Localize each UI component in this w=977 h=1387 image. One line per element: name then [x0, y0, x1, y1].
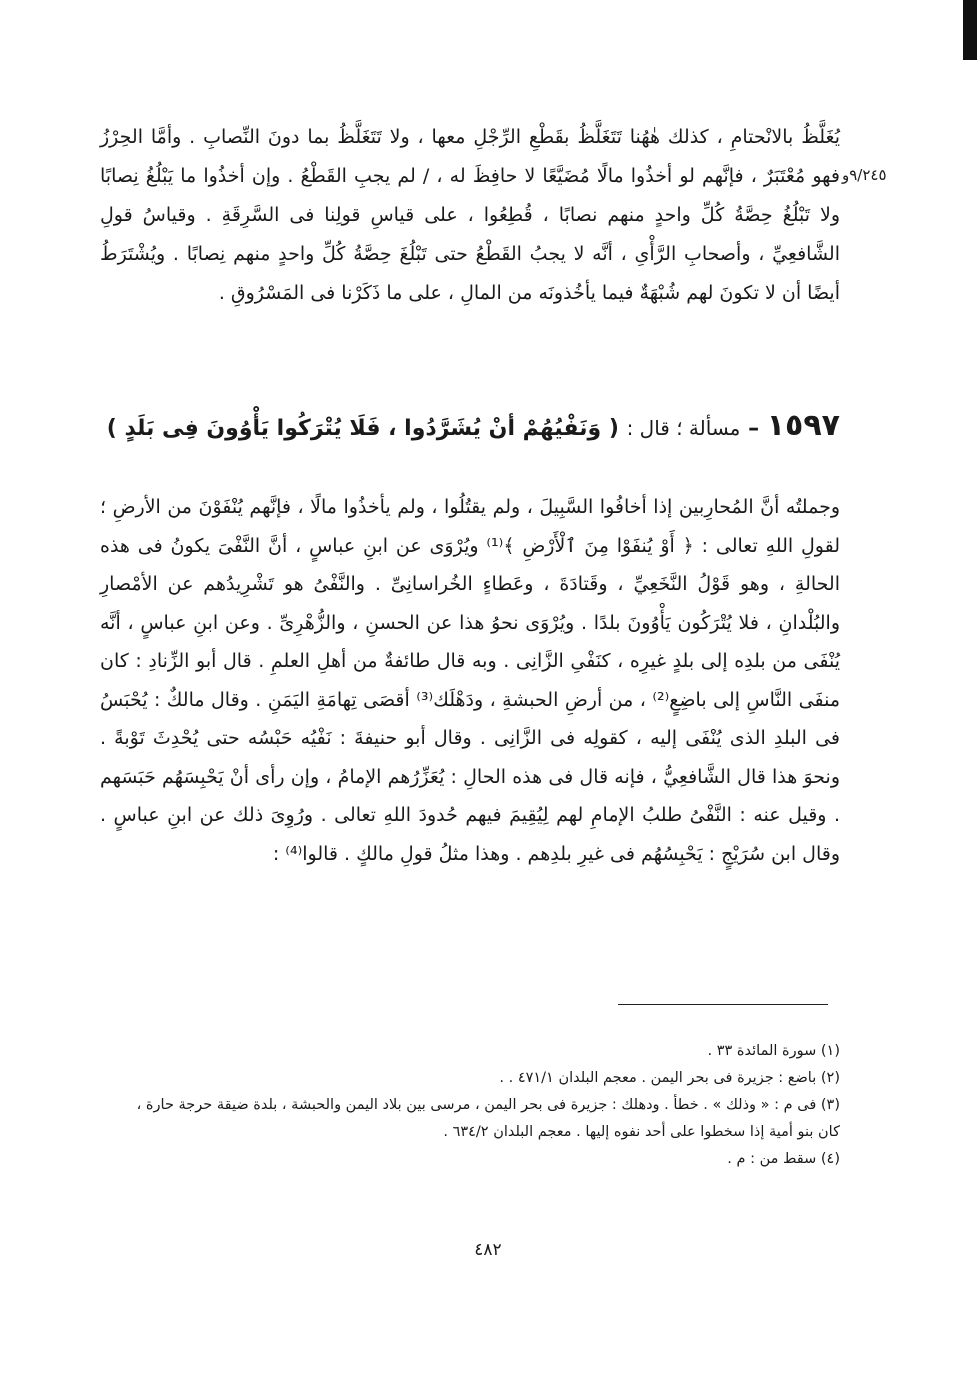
top-paragraph: يُغَلَّظُ بالانْحتامِ ، كذلك هٰهُنا تَتَغَلَّظُ بقَطْعِ الرِّجْلِ معها ، ولا تَتَغَلَّظُ بما دونَ النِّصابِ . وأمَّا الحِرْزُ فهو مُعْتَبَرٌ ، فإنَّهم لو أخذُوا مالًا مُضَيَّعًا لا حافِظَ له ، / لم يجبِ القَطْعُ . وإن أخذُوا ما يَبْلُغُ نِصابًا ولا تَبْلُغُ حِصَّةُ كُلِّ واحدٍ منهم نصابًا ، قُطِعُوا ، على قياسِ قولِنا فى السَّرِقَةِ . وقياسُ قولِ الشَّافعِيِّ ، وأصحابِ الرَّأْىِ ، أنَّه لا يجبُ القَطْعُ حتى تَبْلُغَ حِصَّةُ كُلِّ واحدٍ منهم نِصابًا . ويُشْتَرَطُ أيضًا أن لا تكونَ لهم شُبْهَةٌ فيما يأخُذونَه من المالِ ، على ما ذَكَرْنا فى المَسْرُوقِ . — [100, 126, 840, 304]
footnote-3: (٣) فى م : « وذلك » . خطأ . ودهلك : جزيرة فى بحر اليمن ، مرسى بين بلاد اليمن والحبشة ، بلدة ضيقة حرجة حارة ، — [136, 1097, 840, 1113]
footnote-4: (٤) سقط من : م . — [727, 1151, 840, 1167]
heading-dash: – — [748, 416, 760, 441]
footnote-divider — [618, 1004, 828, 1005]
footnote-3-continued: كان بنو أمية إذا سخطوا على أحد نفوه إليها . معجم البلدان ٦٣٤/٢ . — [443, 1124, 840, 1140]
main-paragraph: وجملتُه أنَّ المُحارِبين إذا أخافُوا السَّبِيلَ ، ولم يقتُلُوا ، ولم يأخذُوا مالًا ، فإنَّهم يُنْفَوْنَ من الأرضِ ؛ لقولِ اللهِ تعالى : ﴿ أَوْ يُنفَوْا مِنَ ٱلْأَرْضِ ﴾⁽¹⁾ ويُرْوَى عن ابنِ عباسٍ ، أنَّ النَّفْىَ يكونُ فى هذه الحالةِ ، وهو قَوْلُ النَّخَعِيِّ ، وقَتادَةَ ، وعَطاءٍ الخُراسانِىِّ . والنَّفْىُ هو تَشْرِيدُهم عن الأمْصارِ والبُلْدانِ ، فلا يُتْرَكُون يَأْوُونَ بلدًا . ويُرْوَى نحوُ هذا عن الحسنِ ، والزُّهْرِىِّ . وعن ابنِ عباسٍ ، أنَّه يُنْفَى من بلدِه إلى بلدٍ غيرِه ، كنَفْىِ الزَّانِى . وبه قال طائفةٌ من أهلِ العلمِ . قال أبو الزِّنادِ : كان منفَى النَّاسِ إلى باضِعٍ⁽²⁾ ، من أرضِ الحبشةِ ، ودَهْلَك⁽³⁾ أقصَى تِهامَةِ اليَمَنِ . وقال مالكٌ : يُحْبَسُ فى البلدِ الذى يُنْفَى إليه ، كقولِه فى الزَّانِى . وقال أبو حنيفةَ : نَفْيُه حَبْسُه حتى يُحْدِثَ تَوْبةً . ونحوَ هذا قال الشَّافعِيُّ ، فإنه قال فى هذه الحالِ : يُعَزِّرُهم الإمامُ ، وإن رأى أنْ يَحْبِسَهُم حَبَسَهم . وقيل عنه : النَّفْىُ طلبُ الإمامِ لهم لِيُقِيمَ فيهم حُدودَ اللهِ تعالى . ورُوِىَ ذلك عن ابنِ عباسٍ . وقال ابن سُرَيْجٍ : يَحْبِسُهُم فى غيرِ بلدِهم . وهذا مثلُ قولِ مالكٍ . قالوا⁽⁴⁾ : — [100, 496, 841, 865]
footnotes — [120, 1038, 840, 1173]
page-number: ٤٨٢ — [474, 1240, 502, 1260]
scan-edge-mark — [963, 0, 977, 60]
issue-number: ١٥٩٧ — [766, 408, 840, 443]
heading-label: مسألة ؛ قال : — [626, 416, 741, 440]
heading-quote: ( وَنَفْيُهُمْ أنْ يُشَرَّدُوا ، فَلَا يُتْرَكُوا يَأْوُونَ فِى بَلَدٍ ) — [106, 416, 619, 441]
margin-folio-note: ٩/٢٤٥و — [842, 166, 887, 184]
footnote-1: (١) سورة المائدة ٣٣ . — [707, 1043, 840, 1059]
section-heading — [100, 408, 840, 447]
footnote-2: (٢) باضع : جزيرة فى بحر اليمن . معجم البلدان ٤٧١/١ . . — [499, 1070, 840, 1086]
